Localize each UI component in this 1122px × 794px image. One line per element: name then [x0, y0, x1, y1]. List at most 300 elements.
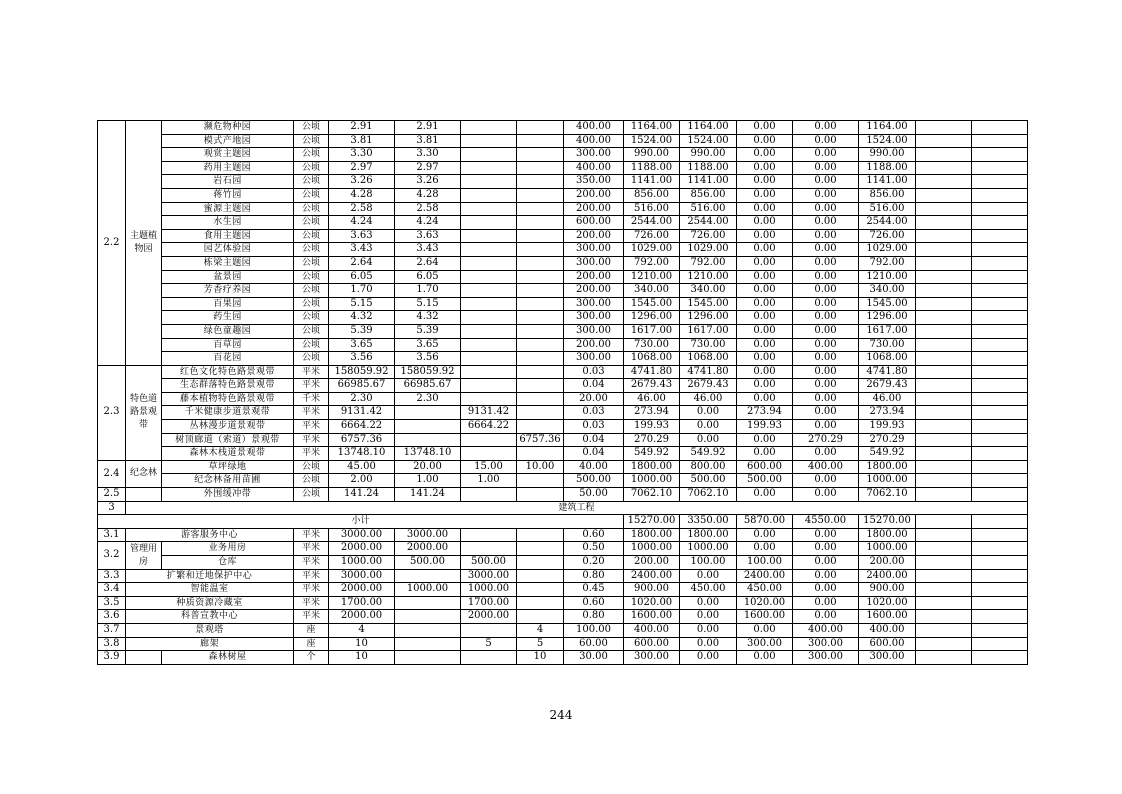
subtotal-f2: 5870.00 [737, 515, 793, 529]
value-cell-total: 2544.00 [624, 216, 680, 230]
empty-cell [972, 610, 1028, 624]
value-cell-d [517, 569, 564, 583]
value-cell-c [461, 188, 517, 202]
value-cell-f3: 0.00 [793, 352, 859, 366]
unit-cell: 公顷 [294, 188, 329, 202]
value-cell-total: 1600.00 [624, 610, 680, 624]
value-cell-f3: 0.00 [793, 556, 859, 570]
value-cell-b: 4.24 [395, 216, 461, 230]
value-cell-f4: 549.92 [859, 447, 916, 461]
value-cell-f2: 0.00 [737, 175, 793, 189]
value-cell-f2: 199.93 [737, 420, 793, 434]
value-cell-f4: 1164.00 [859, 121, 916, 135]
empty-cell [916, 447, 972, 461]
table-row [98, 229, 1028, 243]
value-cell-f3: 0.00 [793, 420, 859, 434]
empty-cell [916, 148, 972, 162]
value-cell-a: 3.30 [329, 148, 395, 162]
section-number: 2.5 [98, 488, 126, 502]
empty-cell [916, 420, 972, 434]
unit-cell: 平米 [294, 447, 329, 461]
value-cell-f1: 1617.00 [680, 324, 737, 338]
value-cell-price: 0.60 [564, 528, 624, 542]
table-row [98, 311, 1028, 325]
value-cell-f3: 0.00 [793, 148, 859, 162]
value-cell-f1: 1210.00 [680, 270, 737, 284]
table-row [98, 216, 1028, 230]
value-cell-f3: 0.00 [793, 216, 859, 230]
value-cell-total: 1141.00 [624, 175, 680, 189]
value-cell-b: 3.65 [395, 338, 461, 352]
item-name-cell: 扩繁和迁地保护中心 [126, 569, 294, 583]
value-cell-a: 2000.00 [329, 583, 395, 597]
value-cell-a: 5.39 [329, 324, 395, 338]
value-cell-f2: 0.00 [737, 284, 793, 298]
value-cell-total: 792.00 [624, 256, 680, 270]
item-name-cell: 观赏主题园 [162, 148, 294, 162]
value-cell-f1: 0.00 [680, 420, 737, 434]
table-row [98, 284, 1028, 298]
item-name-cell: 栋梁主题园 [162, 256, 294, 270]
empty-cell [916, 270, 972, 284]
value-cell-f3: 270.29 [793, 433, 859, 447]
item-name-cell: 岩石园 [162, 175, 294, 189]
value-cell-b: 4.32 [395, 311, 461, 325]
page-number: 244 [549, 708, 573, 722]
value-cell-f1: 7062.10 [680, 488, 737, 502]
value-cell-a: 10 [329, 651, 395, 665]
value-cell-total: 7062.10 [624, 488, 680, 502]
unit-cell: 平米 [294, 610, 329, 624]
value-cell-b: 500.00 [395, 556, 461, 570]
empty-cell [916, 352, 972, 366]
value-cell-c [461, 311, 517, 325]
table-row [98, 637, 1028, 651]
unit-cell: 平米 [294, 406, 329, 420]
value-cell-f3: 0.00 [793, 528, 859, 542]
value-cell-b: 2.91 [395, 121, 461, 135]
value-cell-f3: 0.00 [793, 610, 859, 624]
value-cell-a: 2.91 [329, 121, 395, 135]
value-cell-price: 500.00 [564, 474, 624, 488]
empty-cell [916, 256, 972, 270]
item-name-cell: 森林树屋 [162, 651, 294, 665]
value-cell-f1: 0.00 [680, 637, 737, 651]
value-cell-d [517, 406, 564, 420]
value-cell-a: 3.81 [329, 134, 395, 148]
value-cell-f1: 450.00 [680, 583, 737, 597]
value-cell-a: 10 [329, 637, 395, 651]
empty-cell [972, 596, 1028, 610]
value-cell-f4: 2544.00 [859, 216, 916, 230]
empty-cell [972, 161, 1028, 175]
value-cell-c: 1700.00 [461, 596, 517, 610]
table-row [98, 433, 1028, 447]
empty-cell [972, 365, 1028, 379]
value-cell-f1: 730.00 [680, 338, 737, 352]
subtotal-f3: 4550.00 [793, 515, 859, 529]
empty-cell [972, 379, 1028, 393]
item-name-cell: 仓库 [162, 556, 294, 570]
empty-cell [972, 121, 1028, 135]
value-cell-c [461, 324, 517, 338]
value-cell-total: 1545.00 [624, 297, 680, 311]
value-cell-price: 30.00 [564, 651, 624, 665]
value-cell-f2: 100.00 [737, 556, 793, 570]
value-cell-b: 2.64 [395, 256, 461, 270]
cost-estimate-table [97, 120, 1028, 665]
value-cell-b [395, 569, 461, 583]
item-name-cell: 智能温室 [126, 583, 294, 597]
item-name-cell: 外围缓冲带 [162, 488, 294, 502]
table-row [98, 121, 1028, 135]
table-row [98, 134, 1028, 148]
empty-cell [972, 338, 1028, 352]
value-cell-f4: 726.00 [859, 229, 916, 243]
value-cell-a: 4.28 [329, 188, 395, 202]
value-cell-f2: 0.00 [737, 243, 793, 257]
value-cell-f4: 2679.43 [859, 379, 916, 393]
value-cell-f1: 1524.00 [680, 134, 737, 148]
item-name-cell: 盆景园 [162, 270, 294, 284]
value-cell-price: 60.00 [564, 637, 624, 651]
value-cell-d [517, 420, 564, 434]
value-cell-c [461, 352, 517, 366]
value-cell-a: 6.05 [329, 270, 395, 284]
section-number: 2.2 [98, 121, 126, 366]
empty-cell [916, 433, 972, 447]
empty-cell [916, 175, 972, 189]
item-name-cell: 科普宣教中心 [126, 610, 294, 624]
empty-cell [972, 297, 1028, 311]
value-cell-total: 200.00 [624, 556, 680, 570]
value-cell-f4: 46.00 [859, 392, 916, 406]
value-cell-price: 200.00 [564, 188, 624, 202]
value-cell-b: 3.81 [395, 134, 461, 148]
value-cell-f2: 0.00 [737, 188, 793, 202]
value-cell-b: 66985.67 [395, 379, 461, 393]
value-cell-f3: 0.00 [793, 202, 859, 216]
empty-cell [972, 542, 1028, 556]
empty-cell [916, 297, 972, 311]
empty-cell [916, 338, 972, 352]
value-cell-f3: 0.00 [793, 596, 859, 610]
value-cell-price: 350.00 [564, 175, 624, 189]
value-cell-total: 1296.00 [624, 311, 680, 325]
table-row [98, 460, 1028, 474]
empty-cell [972, 216, 1028, 230]
value-cell-a: 2000.00 [329, 542, 395, 556]
value-cell-d: 10 [517, 651, 564, 665]
value-cell-total: 1020.00 [624, 596, 680, 610]
value-cell-a: 3000.00 [329, 569, 395, 583]
value-cell-f1: 0.00 [680, 596, 737, 610]
empty-cell [916, 623, 972, 637]
value-cell-total: 900.00 [624, 583, 680, 597]
value-cell-f4: 792.00 [859, 256, 916, 270]
value-cell-c: 1000.00 [461, 583, 517, 597]
value-cell-d [517, 474, 564, 488]
empty-cell [916, 406, 972, 420]
table-row [98, 528, 1028, 542]
value-cell-a: 3000.00 [329, 528, 395, 542]
value-cell-f3: 0.00 [793, 379, 859, 393]
unit-cell: 公顷 [294, 284, 329, 298]
unit-cell: 公顷 [294, 352, 329, 366]
item-name-cell: 丛林漫步道景观带 [162, 420, 294, 434]
value-cell-b [395, 420, 461, 434]
unit-cell: 公顷 [294, 175, 329, 189]
unit-cell: 公顷 [294, 121, 329, 135]
value-cell-total: 1188.00 [624, 161, 680, 175]
value-cell-price: 0.60 [564, 596, 624, 610]
item-name-cell: 生态群落特色路景观带 [162, 379, 294, 393]
unit-cell: 平米 [294, 542, 329, 556]
value-cell-d [517, 528, 564, 542]
item-name-cell: 廊架 [126, 637, 294, 651]
value-cell-f4: 1029.00 [859, 243, 916, 257]
value-cell-f4: 900.00 [859, 583, 916, 597]
empty-cell [916, 610, 972, 624]
value-cell-f3: 0.00 [793, 284, 859, 298]
unit-cell: 公顷 [294, 134, 329, 148]
value-cell-d [517, 229, 564, 243]
value-cell-f2: 0.00 [737, 121, 793, 135]
value-cell-f3: 0.00 [793, 488, 859, 502]
value-cell-price: 200.00 [564, 270, 624, 284]
value-cell-f4: 1000.00 [859, 542, 916, 556]
value-cell-f1: 0.00 [680, 406, 737, 420]
value-cell-c [461, 338, 517, 352]
value-cell-f4: 1188.00 [859, 161, 916, 175]
value-cell-b: 13748.10 [395, 447, 461, 461]
value-cell-price: 0.04 [564, 379, 624, 393]
value-cell-f3: 300.00 [793, 637, 859, 651]
table-row [98, 270, 1028, 284]
value-cell-d [517, 583, 564, 597]
value-cell-price: 0.03 [564, 365, 624, 379]
value-cell-price: 50.00 [564, 488, 624, 502]
value-cell-price: 300.00 [564, 311, 624, 325]
section-number: 3.6 [98, 610, 126, 624]
subtotal-label: 小计 [98, 515, 624, 529]
value-cell-c [461, 229, 517, 243]
empty-cell [972, 311, 1028, 325]
value-cell-price: 0.45 [564, 583, 624, 597]
value-cell-f1: 1800.00 [680, 528, 737, 542]
value-cell-f4: 200.00 [859, 556, 916, 570]
empty-cell [126, 651, 162, 665]
value-cell-total: 1029.00 [624, 243, 680, 257]
empty-cell [916, 392, 972, 406]
table-row [98, 379, 1028, 393]
value-cell-f3: 0.00 [793, 338, 859, 352]
table-row [98, 243, 1028, 257]
section-number: 2.3 [98, 365, 126, 460]
value-cell-f2: 0.00 [737, 447, 793, 461]
value-cell-price: 300.00 [564, 297, 624, 311]
value-cell-b: 3000.00 [395, 528, 461, 542]
empty-cell [916, 542, 972, 556]
unit-cell: 公顷 [294, 297, 329, 311]
section-title: 建筑工程 [126, 501, 1028, 515]
item-name-cell: 蒋竹园 [162, 188, 294, 202]
value-cell-f3: 0.00 [793, 297, 859, 311]
empty-cell [916, 596, 972, 610]
value-cell-total: 516.00 [624, 202, 680, 216]
value-cell-f2: 0.00 [737, 542, 793, 556]
value-cell-price: 0.80 [564, 610, 624, 624]
value-cell-b: 6.05 [395, 270, 461, 284]
value-cell-b: 3.56 [395, 352, 461, 366]
value-cell-d [517, 338, 564, 352]
value-cell-b: 2.58 [395, 202, 461, 216]
table-row [98, 583, 1028, 597]
section-number: 3.8 [98, 637, 126, 651]
value-cell-b [395, 406, 461, 420]
section-group-label: 纪念林 [126, 460, 162, 487]
value-cell-f2: 0.00 [737, 324, 793, 338]
empty-cell [972, 256, 1028, 270]
empty-cell [972, 515, 1028, 529]
empty-cell [916, 528, 972, 542]
value-cell-b: 3.30 [395, 148, 461, 162]
value-cell-f4: 1524.00 [859, 134, 916, 148]
value-cell-total: 2679.43 [624, 379, 680, 393]
value-cell-c: 6664.22 [461, 420, 517, 434]
value-cell-total: 1524.00 [624, 134, 680, 148]
item-name-cell: 绿色童趣园 [162, 324, 294, 338]
value-cell-d [517, 284, 564, 298]
table-row [98, 447, 1028, 461]
value-cell-b: 3.63 [395, 229, 461, 243]
value-cell-b: 5.39 [395, 324, 461, 338]
value-cell-c [461, 297, 517, 311]
value-cell-f1: 1545.00 [680, 297, 737, 311]
value-cell-f3: 0.00 [793, 569, 859, 583]
empty-cell [916, 488, 972, 502]
empty-cell [972, 284, 1028, 298]
table-row [98, 623, 1028, 637]
value-cell-f4: 1800.00 [859, 528, 916, 542]
unit-cell: 座 [294, 637, 329, 651]
table-row [98, 474, 1028, 488]
item-name-cell: 森林木栈道景观带 [162, 447, 294, 461]
value-cell-f3: 0.00 [793, 324, 859, 338]
value-cell-f4: 340.00 [859, 284, 916, 298]
empty-cell [972, 460, 1028, 474]
value-cell-c [461, 651, 517, 665]
value-cell-b: 1.70 [395, 284, 461, 298]
empty-cell [916, 379, 972, 393]
table-row [98, 365, 1028, 379]
value-cell-d [517, 216, 564, 230]
item-name-cell: 树顶廊道（索道）景观带 [162, 433, 294, 447]
empty-cell [126, 488, 162, 502]
value-cell-f2: 600.00 [737, 460, 793, 474]
value-cell-f4: 273.94 [859, 406, 916, 420]
value-cell-b [395, 596, 461, 610]
value-cell-f3: 0.00 [793, 270, 859, 284]
value-cell-b: 158059.92 [395, 365, 461, 379]
section-group-label: 主题植物园 [126, 121, 162, 366]
unit-cell: 公顷 [294, 216, 329, 230]
item-name-cell: 千米健康步道景观带 [162, 406, 294, 420]
table-row [98, 392, 1028, 406]
unit-cell: 公顷 [294, 474, 329, 488]
empty-cell [916, 188, 972, 202]
value-cell-f2: 273.94 [737, 406, 793, 420]
value-cell-c [461, 121, 517, 135]
value-cell-f2: 0.00 [737, 528, 793, 542]
value-cell-c: 1.00 [461, 474, 517, 488]
value-cell-total: 1800.00 [624, 460, 680, 474]
value-cell-d [517, 256, 564, 270]
value-cell-price: 300.00 [564, 324, 624, 338]
value-cell-f2: 0.00 [737, 352, 793, 366]
empty-cell [972, 474, 1028, 488]
value-cell-f2: 0.00 [737, 433, 793, 447]
value-cell-price: 400.00 [564, 121, 624, 135]
value-cell-a: 1000.00 [329, 556, 395, 570]
table-row [98, 569, 1028, 583]
item-name-cell: 药生园 [162, 311, 294, 325]
value-cell-f3: 400.00 [793, 623, 859, 637]
empty-cell [916, 515, 972, 529]
value-cell-c [461, 528, 517, 542]
empty-cell [916, 583, 972, 597]
value-cell-f2: 1020.00 [737, 596, 793, 610]
value-cell-a: 141.24 [329, 488, 395, 502]
value-cell-f2: 0.00 [737, 202, 793, 216]
value-cell-f2: 0.00 [737, 365, 793, 379]
value-cell-f3: 0.00 [793, 121, 859, 135]
value-cell-total: 1800.00 [624, 528, 680, 542]
value-cell-b: 2.30 [395, 392, 461, 406]
value-cell-b: 3.26 [395, 175, 461, 189]
value-cell-total: 4741.80 [624, 365, 680, 379]
value-cell-d [517, 202, 564, 216]
table-row [98, 148, 1028, 162]
empty-cell [972, 637, 1028, 651]
table-row [98, 161, 1028, 175]
unit-cell: 平米 [294, 365, 329, 379]
item-name-cell: 蜜源主题园 [162, 202, 294, 216]
unit-cell: 平米 [294, 596, 329, 610]
value-cell-c [461, 270, 517, 284]
value-cell-f1: 4741.80 [680, 365, 737, 379]
value-cell-b: 20.00 [395, 460, 461, 474]
value-cell-f2: 0.00 [737, 148, 793, 162]
value-cell-a: 3.65 [329, 338, 395, 352]
item-name-cell: 食用主题园 [162, 229, 294, 243]
value-cell-f3: 0.00 [793, 542, 859, 556]
unit-cell: 公顷 [294, 202, 329, 216]
value-cell-f3: 0.00 [793, 243, 859, 257]
empty-cell [916, 651, 972, 665]
value-cell-a: 4 [329, 623, 395, 637]
value-cell-total: 1617.00 [624, 324, 680, 338]
empty-cell [916, 134, 972, 148]
value-cell-c [461, 379, 517, 393]
value-cell-f1: 856.00 [680, 188, 737, 202]
value-cell-f2: 0.00 [737, 623, 793, 637]
value-cell-c: 500.00 [461, 556, 517, 570]
unit-cell: 公顷 [294, 324, 329, 338]
value-cell-c [461, 365, 517, 379]
value-cell-c [461, 433, 517, 447]
value-cell-price: 200.00 [564, 284, 624, 298]
